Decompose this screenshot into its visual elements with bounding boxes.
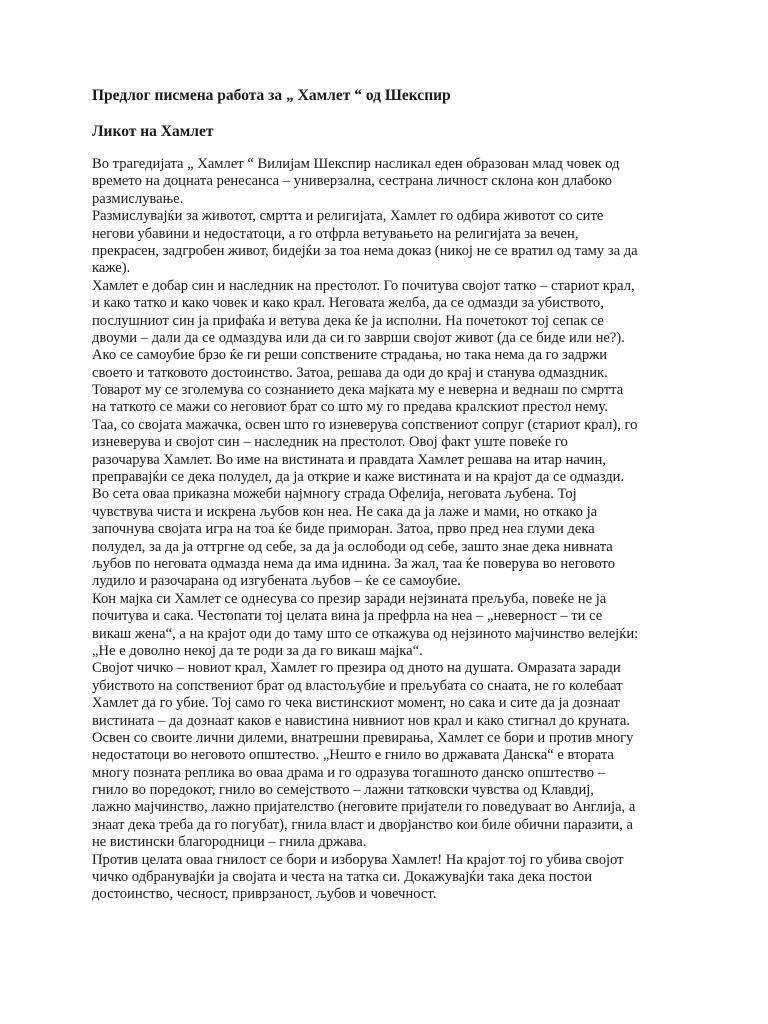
text-line: Хамлет да го убие. Тој само го чека вистинскиот момент, но сака и сите да ја дознаат — [92, 695, 620, 712]
text-line: љубов по неговата одмазда нема да има иднина. За жал, таа ќе поверува во неговото — [92, 555, 616, 572]
text-line: Размислувајќи за животот, смртта и религијата, Хамлет го одбира животот со сите — [92, 208, 604, 225]
document-page — [92, 86, 696, 904]
text-line: гнило во поредокот, гнило во семејството – лажни татковски чувства од Клавдиј, — [92, 782, 594, 799]
text-line: достоинство, чесност, приврзаност, љубов и човечност. — [92, 886, 437, 903]
text-line: на таткото се мажи со неговиот брат со што му го предава кралскиот престол нему. — [92, 399, 608, 416]
document-title: Предлог писмена работа за „ Хамлет “ од Шекспир — [92, 87, 451, 104]
text-line: Ако се самоубие брзо ќе ги реши сопствените страдања, но така нема да го задржи — [92, 347, 608, 364]
text-line: Таа, со својата мажачка, освен што го изневерува сопствениот сопруг (стариот крал), го — [92, 416, 638, 433]
text-line: почитува и сака. Честопати тој целата вина ја префрла на неа – „неверност – ти се — [92, 608, 603, 625]
text-line: послушниот син ја прифаќа и ветува дека ќе ја исполни. На почетокот тој сепак се — [92, 312, 604, 329]
text-line: многу позната реплика во оваа драма и го одразува тогашното данско општество – — [92, 764, 606, 781]
text-line: Освен со своите лични дилеми, внатрешни превирања, Хамлет се бори и против многу — [92, 729, 634, 746]
essay-body — [92, 156, 696, 904]
text-line: времето на доцната ренесанса – универзална, сестрана личност склона кон длабоко — [92, 173, 612, 190]
text-line: вистината – да дознаат каков е навистина нивниот нов крал и како стигнал до круната. — [92, 712, 630, 729]
text-line: своето и татковото достоинство. Затоа, решава да оди до крај и станува одмаздник. — [92, 364, 608, 381]
text-line: негови убавини и недостатоци, а го отфрла ветувањето на религијата за вечен, — [92, 225, 579, 242]
text-line: започнува својата игра на тоа ќе биде приморан. Затоа, прво пред неа глуми дека — [92, 521, 595, 538]
text-line: преправајќи се дека полудел, да ја открие и каже вистината и на крајот да се одмазди. — [92, 469, 625, 486]
text-line: каже). — [92, 260, 131, 277]
text-line: викаш жена“, а на крајот оди до таму што се откажува од нејзиното мајчинство велејќи: — [92, 625, 639, 642]
text-line: Во трагедијата „ Хамлет “ Вилијам Шекспир насликал еден образован млад човек од — [92, 156, 620, 172]
text-line: прекрасен, задгробен живот, бидејќи за тоа нема доказ (никој не се вратил од таму за да — [92, 242, 638, 259]
section-heading: Ликот на Хамлет — [92, 123, 214, 140]
text-line: чувствува чиста и искрена љубов кон неа. Не сака да ја лаже и мами, но откако ја — [92, 503, 598, 520]
text-line: полудел, за да ја оттргне од себе, за да ја ослободи од себе, зашто знае дека нивната — [92, 538, 613, 555]
text-line: не вистински благородници – гнила држава. — [92, 834, 367, 851]
text-line: Својот чичко – новиот крал, Хамлет го презира од дното на душата. Омразата заради — [92, 660, 621, 677]
text-line: двоуми – дали да се одмаздува или да си го заврши својот живот (да се биде или не?). — [92, 329, 625, 346]
text-line: размислување. — [92, 190, 184, 207]
text-line: Товарот му се зголемува со сознанието дека мајката му е неверна и веднаш по смртта — [92, 382, 624, 399]
text-line: разочарува Хамлет. Во име на вистината и правдата Хамлет решава на итар начин, — [92, 451, 606, 468]
text-line: изневерува и својот син – наследник на престолот. Овој факт уште повеќе го — [92, 434, 568, 451]
text-line: Против целата оваа гнилост се бори и изборува Хамлет! На крајот тој го убива својот — [92, 851, 624, 868]
text-line: „Не е доволно некој да те роди за да го викаш мајка“. — [92, 642, 423, 659]
text-line: недостатоци во неговото општество. „Нешто е гнило во државата Данска“ е втората — [92, 747, 614, 764]
text-line: убиството на сопствениот брат од властољубие и прељубата со снаата, не го колебаат — [92, 677, 623, 694]
text-line: лажно мајчинство, лажно пријателство (неговите пријатели го поведуваат во Англија, а — [92, 799, 636, 816]
text-line: лудило и разочарана од изгубената љубов – ќе се самоубие. — [92, 573, 461, 590]
text-line: знаат дека треба да го погубат), гнила власт и дворјанство кои биле обични паразити, а — [92, 816, 633, 833]
text-line: Кон мајка си Хамлет се однесува со презир заради нејзината прељуба, повеќе не ја — [92, 590, 607, 607]
text-line: Во сета оваа приказна можеби најмногу страда Офелија, неговата љубена. Тој — [92, 486, 577, 503]
text-line: Хамлет е добар син и наследник на престолот. Го почитува својот татко – стариот крал, — [92, 277, 635, 294]
text-line: чичко одбранувајќи ја својата и честа на татка си. Докажувајќи така дека постои — [92, 869, 593, 886]
text-line: и како татко и како човек и како крал. Неговата желба, да се одмазди за убиството, — [92, 295, 604, 312]
